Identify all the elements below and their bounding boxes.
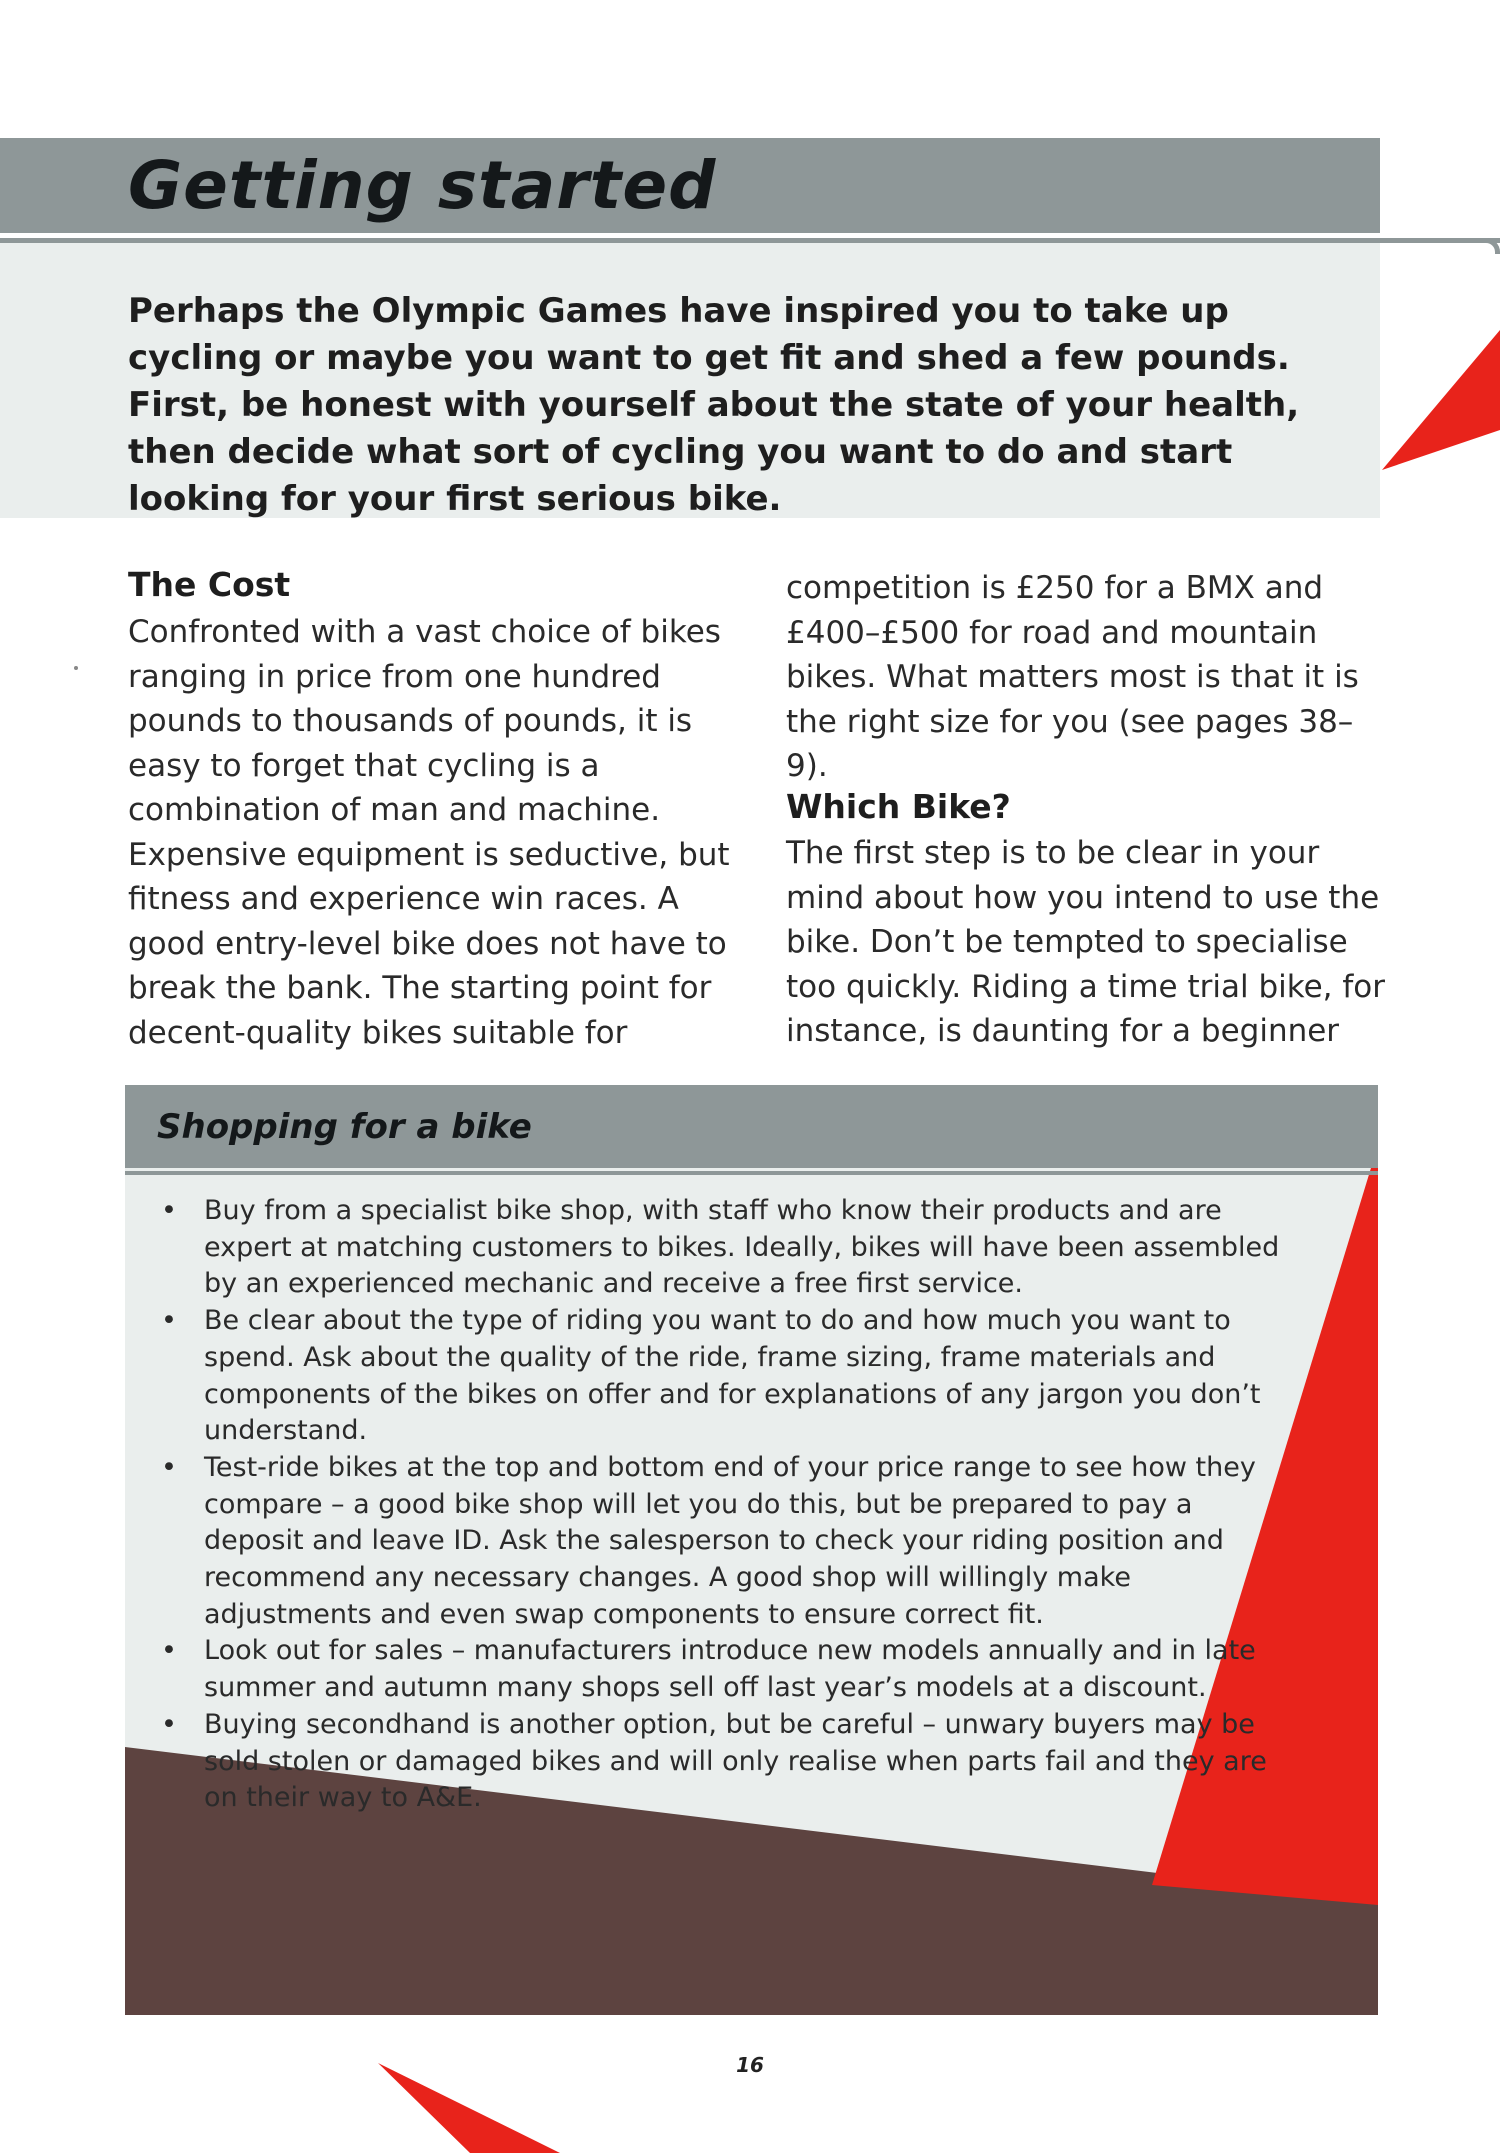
bullet-icon: • (161, 1635, 177, 1667)
shopping-box (125, 1085, 1378, 2015)
cost-body-continued: competition is £250 for a BMX and £400–£500 for road and mountain bikes. What matters most is that it is the right size for you (see pages 38–9). (786, 570, 1359, 784)
margin-dot-shape (74, 666, 78, 670)
intro-text: Perhaps the Olympic Games have inspired you to take up cycling or maybe you want to get fit and shed a few pounds. First, be honest with yourself about the state of your health, then decide what sort of cycling you want to do and start looking for your first serious bike. (128, 291, 1300, 519)
bullet-icon: • (161, 1195, 177, 1226)
bullet-icon: • (161, 1451, 177, 1483)
list-item (159, 1303, 1289, 1450)
bullet-icon: • (161, 1305, 177, 1337)
list-item-text: Test-ride bikes at the top and bottom end of your price range to see how they compare – a good bike shop will let you do this, but be prepared to pay a deposit and leave ID. Ask the salesperson to check your riding position and recommend any necessary changes. A good shop will willingly make adjustments and even swap components to ensure correct fit. (204, 1451, 1256, 1630)
which-bike-body: The first step is to be clear in your mind about how you intend to use the bike. Don’t be tempted to specialise too quickly. Riding a time trial bike, for instance, is daunting for a beginner (786, 835, 1386, 1049)
list-item (159, 1633, 1289, 1706)
cost-body: Confronted with a vast choice of bikes ranging in price from one hundred pounds to thousands of pounds, it is easy to forget that cycling is a combination of man and machine. Expensive equipment is seductive, but fitness and experience win races. A good entry-level bike does not have to break the bank. The starting point for decent-quality bikes suitable for (128, 614, 730, 1051)
list-item (159, 1707, 1289, 1817)
bullet-icon: • (161, 1708, 177, 1740)
shopping-tips-list (159, 1193, 1289, 1817)
list-item-text: Buying secondhand is another option, but be careful – unwary buyers may be sold stolen or damaged bikes and will only realise when parts fail and they are on their way to A&E. (204, 1708, 1267, 1814)
which-bike-heading: Which Bike? (786, 787, 1011, 826)
list-item (159, 1450, 1289, 1634)
shopping-title: Shopping for a bike (157, 1107, 532, 1147)
list-item-text: Buy from a specialist bike shop, with staff who know their products and are expert at matching customers to bikes. Ideally, bikes will have been assembled by an experienced mechanic and receive a free first service. (204, 1195, 1280, 1300)
list-item-text: Look out for sales – manufacturers introduce new models annually and in late summer and autumn many shops sell off last year’s models at a discount. (204, 1635, 1256, 1704)
cost-heading: The Cost (128, 565, 291, 604)
page-title: Getting started (128, 147, 717, 224)
shopping-header-rule (125, 1171, 1378, 1175)
list-item-text: Be clear about the type of riding you want to do and how much you want to spend. Ask about the quality of the ride, frame sizing, frame materials and components of the bikes on offer and for explanations of any jargon you don’t understand. (204, 1305, 1261, 1447)
list-item (159, 1193, 1289, 1303)
red-arrow-right-shape (1382, 330, 1500, 470)
header-rule-curve (1440, 238, 1500, 254)
red-arrow-bottom-shape (378, 2063, 560, 2153)
page-number: 16 (736, 2053, 764, 2077)
